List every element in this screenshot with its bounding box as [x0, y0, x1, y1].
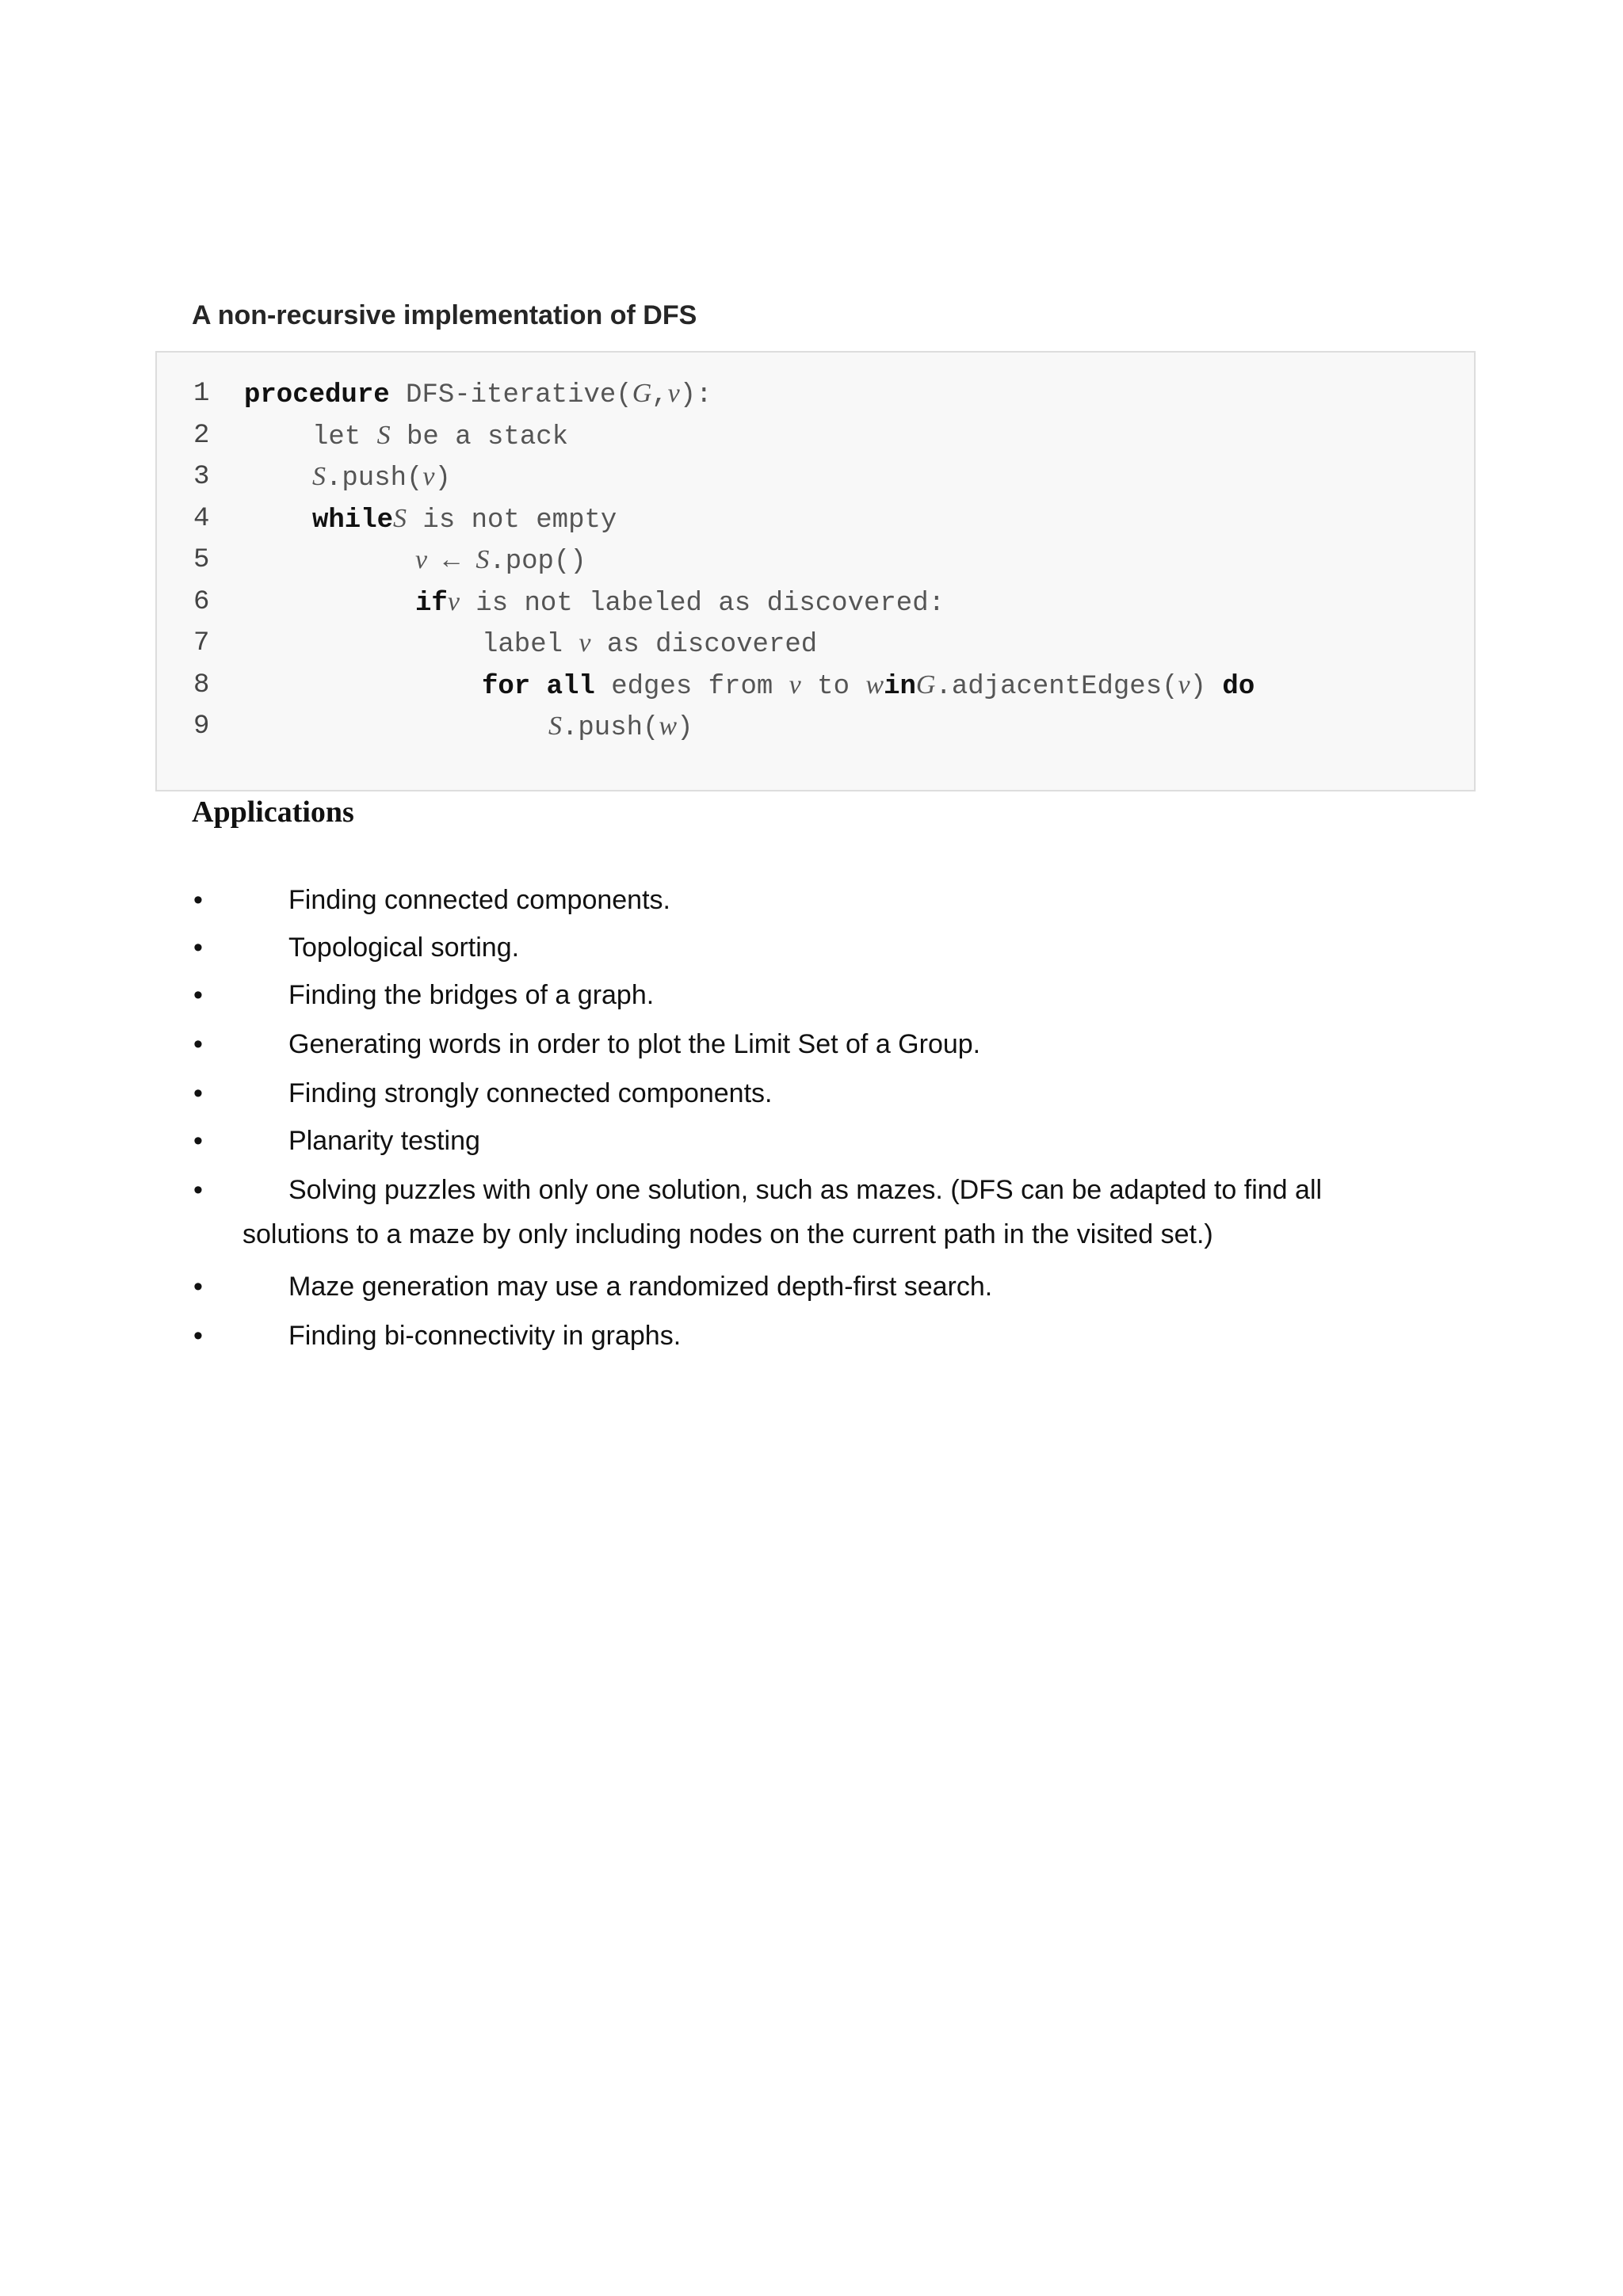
code-text — [482, 623, 817, 666]
code-token: ) — [1190, 671, 1223, 702]
code-variable: v — [447, 586, 460, 616]
line-number: 6 — [193, 586, 210, 617]
code-block — [155, 351, 1476, 791]
code-token: to — [800, 671, 866, 702]
code-variable: v — [415, 545, 428, 574]
code-text — [312, 415, 568, 458]
code-variable: S — [312, 462, 326, 491]
code-text — [415, 540, 586, 582]
list-item-text: Topological sorting. — [288, 933, 520, 963]
code-token: , — [651, 380, 668, 410]
code-variable: v — [1178, 669, 1190, 700]
bullet-icon: • — [193, 1078, 203, 1108]
section-heading: A non-recursive implementation of DFS — [192, 300, 697, 330]
code-keyword: if — [415, 588, 448, 619]
list-item-text: Planarity testing — [288, 1126, 480, 1156]
code-token: .pop() — [489, 547, 586, 577]
line-number: 9 — [193, 711, 210, 742]
code-variable: w — [865, 669, 884, 700]
code-keyword: in — [884, 671, 916, 702]
line-number: 8 — [193, 669, 210, 700]
list-item-text: Finding the bridges of a graph. — [288, 980, 655, 1010]
bullet-icon: • — [193, 980, 203, 1010]
code-line — [157, 623, 1472, 664]
bullet-icon: • — [193, 1175, 203, 1205]
code-line — [157, 498, 1472, 540]
list-item-text: Generating words in order to plot the Limit Set of a Group. — [288, 1029, 981, 1059]
applications-heading: Applications — [192, 795, 354, 829]
bullet-icon: • — [193, 933, 203, 963]
bullet-icon: • — [193, 1029, 203, 1059]
code-token: is not empty — [407, 505, 617, 536]
code-line — [157, 415, 1472, 456]
code-token: label — [482, 630, 579, 660]
list-item-text: Finding bi-connectivity in graphs. — [288, 1321, 682, 1351]
code-variable: S — [393, 503, 407, 533]
code-variable: S — [376, 420, 391, 450]
code-variable: G — [632, 379, 652, 408]
code-text — [548, 706, 693, 749]
list-item-text: Solving puzzles with only one solution, such as mazes. (DFS can be adapted to find all — [288, 1175, 1323, 1205]
bullet-icon: • — [193, 1321, 203, 1351]
code-text — [244, 373, 712, 416]
code-line — [157, 540, 1472, 581]
code-variable: v — [789, 669, 801, 700]
code-line — [157, 665, 1472, 706]
line-number: 7 — [193, 628, 210, 658]
code-line — [157, 456, 1472, 498]
code-variable: v — [667, 379, 680, 408]
code-token: is not labeled as discovered: — [459, 588, 945, 619]
code-variable: v — [579, 628, 591, 658]
code-token: ): — [679, 380, 712, 410]
code-token: ) — [434, 463, 451, 494]
code-line — [157, 706, 1472, 747]
code-text — [312, 456, 451, 499]
code-token: DFS-iterative( — [389, 380, 632, 410]
code-token: be a stack — [390, 421, 569, 452]
code-variable: S — [475, 545, 490, 574]
line-number: 5 — [193, 545, 210, 575]
bullet-icon: • — [193, 1272, 203, 1302]
code-variable: S — [548, 711, 562, 741]
line-number: 2 — [193, 420, 210, 451]
code-keyword: do — [1222, 671, 1255, 702]
line-number: 3 — [193, 462, 210, 492]
code-variable: v — [422, 462, 435, 491]
code-token: .push( — [326, 463, 423, 494]
code-token: let — [312, 421, 377, 452]
list-item-text: Finding connected components. — [288, 885, 670, 915]
list-item-text: Finding strongly connected components. — [288, 1078, 773, 1108]
code-line — [157, 582, 1472, 623]
code-token: .push( — [562, 713, 659, 743]
bullet-icon: • — [193, 1126, 203, 1156]
code-token: ) — [677, 713, 693, 743]
line-number: 4 — [193, 503, 210, 534]
code-keyword: for all — [482, 671, 595, 702]
list-item-text-continued: solutions to a maze by only including nodes on the current path in the visited set.) — [242, 1219, 1213, 1249]
list-item-text: Maze generation may use a randomized depth-first search. — [288, 1272, 993, 1302]
code-token: .adjacentEdges( — [935, 671, 1178, 702]
code-line — [157, 373, 1472, 414]
code-keyword: while — [312, 505, 394, 536]
line-number: 1 — [193, 379, 210, 409]
code-text — [482, 665, 1254, 707]
code-variable: G — [915, 669, 936, 700]
code-token: as discovered — [590, 630, 818, 660]
code-text — [415, 582, 945, 624]
code-token: edges from — [594, 671, 789, 702]
code-text — [312, 498, 617, 541]
code-token: ← — [427, 547, 476, 577]
bullet-icon: • — [193, 885, 203, 915]
code-variable: w — [659, 711, 678, 741]
code-keyword: procedure — [244, 380, 390, 410]
